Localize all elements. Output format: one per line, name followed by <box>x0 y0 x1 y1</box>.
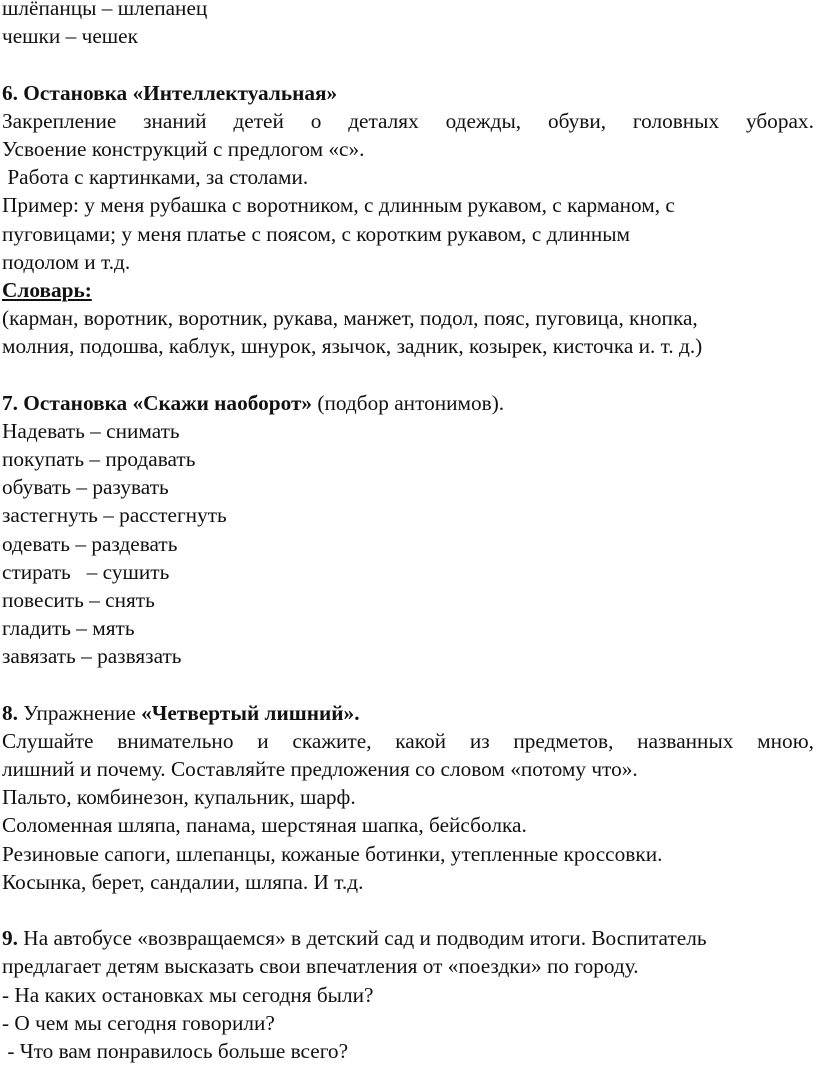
word: внимательно <box>117 728 234 753</box>
odd-one-out-item: Косынка, берет, сандалии, шляпа. И т.д. <box>2 869 364 894</box>
section-6-para-line-2: Усвоение конструкций с предлогом «с». <box>2 136 365 161</box>
section-6-para-line-3: Работа с картинками, за столами. <box>2 165 309 190</box>
section-6-example-line-1: Пример: у меня рубашка с воротником, с длинным рукавом, с карманом, с <box>2 193 675 218</box>
section-6-para-line-1 <box>2 107 814 135</box>
spacer <box>2 360 814 388</box>
intro-line-2: чешки – чешек <box>2 24 138 49</box>
word: одежды, <box>445 108 522 133</box>
question-line: - На каких остановках мы сегодня были? <box>2 982 374 1007</box>
word: Слушайте <box>2 728 94 753</box>
section-8-title: «Четвертый лишний». <box>141 700 360 725</box>
antonym-pair: завязать – развязать <box>2 644 182 669</box>
section-7-title-suffix: (подбор антонимов). <box>312 390 505 415</box>
vocab-label: Словарь: <box>2 277 92 302</box>
word: детей <box>233 108 284 133</box>
section-9-text: На автобусе «возвращаемся» в детский сад и подводим итоги. Воспитатель <box>17 926 707 951</box>
word: из <box>469 728 490 753</box>
antonym-pair: гладить – мять <box>2 616 135 641</box>
section-8-number: 8. <box>2 700 18 725</box>
odd-one-out-item: Пальто, комбинезон, купальник, шарф. <box>2 785 356 810</box>
vocab-line-1: (карман, воротник, воротник, рукава, манжет, подол, пояс, пуговица, кнопка, <box>2 306 698 331</box>
section-9-line-1 <box>2 924 814 952</box>
spacer <box>2 896 814 924</box>
section-8-heading <box>2 699 814 727</box>
document-page <box>2 0 814 1065</box>
intro-line-1: шлёпанцы – шлепанец <box>2 0 208 20</box>
word: Закрепление <box>2 108 117 133</box>
spacer <box>2 50 814 78</box>
section-6-example-line-3: подолом и т.д. <box>2 249 131 274</box>
question-line: - Что вам понравилось больше всего? <box>2 1038 349 1063</box>
word: уборах. <box>745 108 814 133</box>
word: мною, <box>757 728 814 753</box>
word: предметов, <box>513 728 614 753</box>
word: и <box>257 728 269 753</box>
word: головных <box>632 108 720 133</box>
vocab-label-row <box>2 276 814 304</box>
section-9-number: 9. <box>2 926 18 951</box>
word: названных <box>637 728 734 753</box>
word: о <box>310 108 322 133</box>
section-6-example-line-2: пуговицами; у меня платье с поясом, с коротким рукавом, с длинным <box>2 221 631 246</box>
question-line: - О чем мы сегодня говорили? <box>2 1010 275 1035</box>
antonym-pair: покупать – продавать <box>2 447 196 471</box>
antonym-pair: повесить – снять <box>2 587 155 612</box>
word: обуви, <box>547 108 607 133</box>
vocab-line-2: молния, подошва, каблук, шнурок, язычок, задник, козырек, кисточка и. т. д.) <box>2 334 703 359</box>
antonym-pair: застегнуть – расстегнуть <box>2 503 227 528</box>
section-7-title: 7. Остановка «Скажи наоборот» <box>2 390 313 415</box>
section-8-instr-line-2: лишний и почему. Составляйте предложения со словом «потому что». <box>2 757 638 782</box>
word: деталях <box>348 108 419 133</box>
odd-one-out-item: Резиновые сапоги, шлепанцы, кожаные ботинки, утепленные кроссовки. <box>2 841 663 866</box>
section-8-label: Упражнение <box>17 700 142 725</box>
antonym-pair: стирать – сушить <box>2 559 170 584</box>
word: знаний <box>143 108 207 133</box>
word: скажите, <box>292 728 372 753</box>
word: какой <box>395 728 447 753</box>
odd-one-out-item: Соломенная шляпа, панама, шерстяная шапка, бейсболка. <box>2 813 527 838</box>
antonym-pair: обувать – разувать <box>2 475 169 500</box>
spacer <box>2 671 814 699</box>
section-8-instr-line-1 <box>2 727 814 755</box>
section-7-heading <box>2 389 814 417</box>
section-6-title: 6. Остановка «Интеллектуальная» <box>2 80 338 105</box>
section-9-line-2: предлагает детям высказать свои впечатления от «поездки» по городу. <box>2 954 639 979</box>
antonym-pair: одевать – раздевать <box>2 531 178 556</box>
antonym-pair: Надевать – снимать <box>2 418 180 443</box>
